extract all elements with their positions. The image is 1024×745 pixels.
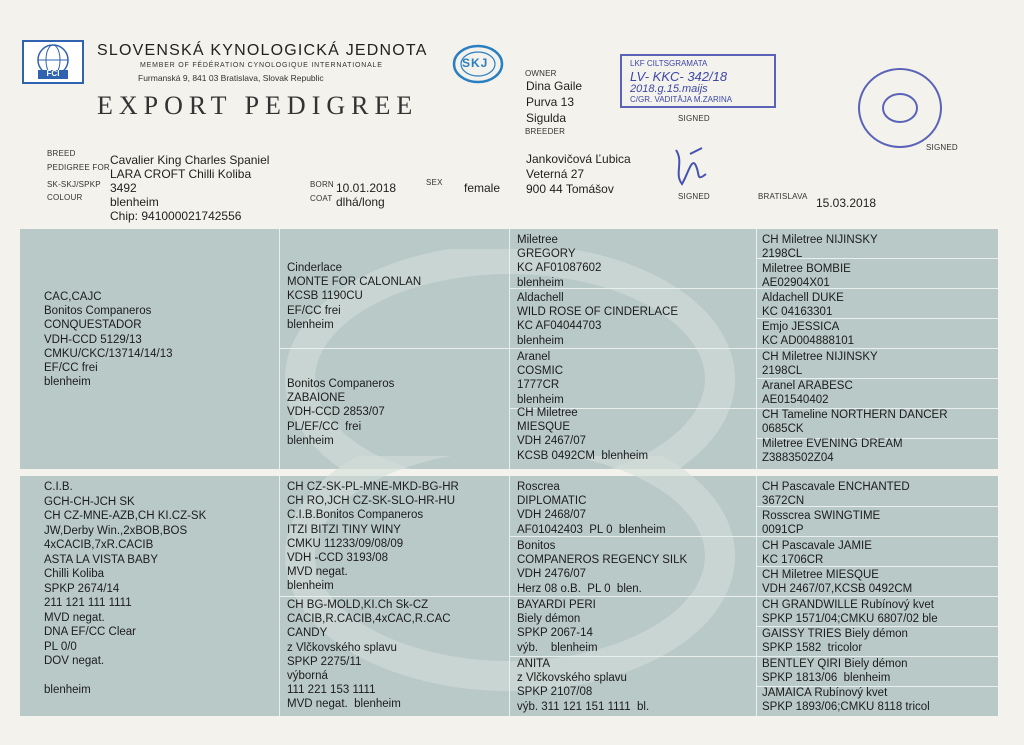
owner-name: Dina Gaile: [526, 79, 583, 93]
sire-parent: CAC,CAJC Bonitos Companeros CONQUESTADOR VDH-CCD 5129/13 CMKU/CKC/13714/14/13 EF/CC frei blenheim: [44, 291, 173, 389]
breed-label: BREED: [47, 149, 76, 158]
breeder-label: BREEDER: [525, 127, 566, 136]
dam-gggp-8: JAMAICA Rubínový kvet SPKP 1893/06;CMKU 8118 tricol: [762, 687, 930, 714]
sire-gggp-5: CH Miletree NIJINSKY 2198CL: [762, 351, 878, 378]
breed-value: Cavalier King Charles Spaniel: [110, 153, 270, 167]
sire-ggp-2: Aldachell WILD ROSE OF CINDERLACE KC AF04044703 blenheim: [517, 292, 679, 347]
grid-line: [756, 229, 757, 469]
stamp-line-2: LV- KKC- 342/18: [630, 69, 728, 84]
pedigree-for-label: PEDIGREE FOR: [47, 163, 110, 172]
grid-line: [279, 229, 280, 469]
dam-ggp-1: Roscrea DIPLOMATIC VDH 2468/07 AF01042403 PL 0 blenheim: [517, 481, 666, 536]
dog-name: LARA CROFT Chilli Koliba: [110, 167, 252, 181]
sire-grandparent-1: Cinderlace MONTE FOR CALONLAN KCSB 1190CU EF/CC frei blenheim: [287, 262, 422, 331]
sire-gggp-4: Emjo JESSICA KC AD004888101: [762, 321, 855, 348]
dam-gggp-5: CH GRANDWILLE Rubínový kvet SPKP 1571/04;CMKU 6807/02 ble: [762, 599, 938, 626]
chip-number: Chip: 941000021742556: [110, 209, 242, 223]
born-label: BORN: [310, 180, 334, 189]
breeder-street: Veterná 27: [526, 167, 585, 181]
dam-ggp-3: BAYARDI PERI Biely démon SPKP 2067-14 výb. blenheim: [517, 599, 598, 654]
document-title: EXPORT PEDIGREE: [97, 91, 419, 120]
stamp-line-1: LKF CILTSGRAMATA: [630, 59, 708, 68]
grid-line: [509, 229, 510, 469]
sire-gggp-2: Miletree BOMBIE AE02904X01: [762, 263, 851, 290]
sire-ggp-3: Aranel COSMIC 1777CR blenheim: [517, 351, 564, 406]
registration-label: SK-SKJ/SPKP: [47, 180, 101, 189]
owner-street: Purva 13: [526, 95, 575, 109]
dam-grandparent-1: CH CZ-SK-PL-MNE-MKD-BG-HR CH RO,JCH CZ-SK-SLO-HR-HU C.I.B.Bonitos Companeros ITZI BITZI TINY WINY CMKU 11233/09/08/09 VDH -CCD 3193/08 MVD negat. blenheim: [287, 481, 459, 593]
skj-logo-text: SKJ: [462, 56, 489, 70]
sex-value: female: [464, 181, 501, 195]
dam-gggp-7: BENTLEY QIRI Biely démon SPKP 1813/06 blenheim: [762, 658, 908, 685]
sire-grandparent-2: Bonitos Companeros ZABAIONE VDH-CCD 2853/07 PL/EF/CC frei blenheim: [287, 378, 395, 447]
dam-gggp-6: GAISSY TRIES Biely démon SPKP 1582 tricolor: [762, 628, 908, 655]
dam-gggp-3: CH Pascavale JAMIE KC 1706CR: [762, 540, 872, 567]
dam-gggp-2: Rosscrea SWINGTIME 0091CP: [762, 510, 881, 537]
born-date: 10.01.2018: [336, 181, 397, 195]
coat-label: COAT: [310, 194, 333, 203]
signed-label-breeder: SIGNED: [678, 192, 710, 201]
sire-gggp-1: CH Miletree NIJINSKY 2198CL: [762, 234, 878, 261]
dam-gggp-4: CH Miletree MIESQUE VDH 2467/07,KCSB 0492CM: [762, 569, 913, 596]
registration-value: 3492: [110, 181, 137, 195]
fci-logo-text: FCI: [46, 69, 60, 78]
org-name: SLOVENSKÁ KYNOLOGICKÁ JEDNOTA: [97, 42, 428, 59]
colour-value: blenheim: [110, 195, 159, 209]
breeder-city: 900 44 Tomášov: [526, 182, 614, 196]
coat-value: dlhá/long: [336, 195, 385, 209]
org-member: MEMBER OF FÉDÉRATION CYNOLOGIQUE INTERNATIONALE: [140, 62, 383, 69]
seal-emblem-icon: [880, 90, 920, 126]
dam-ggp-4: ANITA z Vlčkovského splavu SPKP 2107/08 výb. 311 121 151 1111 bl.: [517, 658, 650, 713]
sire-ggp-4: CH Miletree MIESQUE VDH 2467/07 KCSB 0492CM blenheim: [517, 407, 649, 462]
stamp-line-4: C/GR. VADITĀJA M.ZARINA: [630, 95, 733, 104]
breeder-name: Jankovičová Ľubica: [526, 152, 631, 166]
sire-ggp-1: Miletree GREGORY KC AF01087602 blenheim: [517, 234, 602, 289]
grid-line: [279, 348, 998, 349]
handwritten-signature: [666, 144, 714, 190]
sire-gggp-3: Aldachell DUKE KC 04163301: [762, 292, 844, 319]
signed-label-owner: SIGNED: [678, 114, 710, 123]
owner-city: Sigulda: [526, 111, 567, 125]
dam-gggp-1: CH Pascavale ENCHANTED 3672CN: [762, 481, 910, 508]
round-seal-stamp: [858, 68, 942, 148]
registration-stamp: [620, 54, 776, 108]
dam-parent: C.I.B. GCH-CH-JCH SK CH CZ-MNE-AZB,CH KI.CZ-SK JW,Derby Win.,2xBOB,BOS 4xCACIB,7xR.CACIB ASTA LA VISTA BABY Chilli Koliba SPKP 2674/14 211 121 111 1111 MVD negat. DNA EF/CC Clear PL 0/0 DOV negat. blenheim: [44, 481, 207, 696]
sire-gggp-7: CH Tameline NORTHERN DANCER 0685CK: [762, 409, 948, 436]
org-address: Furmanská 9, 841 03 Bratislava, Slovak Republic: [138, 73, 324, 83]
owner-label: OWNER: [525, 69, 557, 78]
sire-gggp-6: Aranel ARABESC AE01540402: [762, 380, 853, 407]
sex-label: SEX: [426, 178, 443, 187]
dam-grandparent-2: CH BG-MOLD,KI.Ch Sk-CZ CACIB,R.CACIB,4xCAC,R.CAC CANDY z Vlčkovského splavu SPKP 2275/11 výborná 111 221 153 1111 MVD negat. blenheim: [287, 599, 451, 711]
issue-date: 15.03.2018: [816, 196, 877, 210]
signed-label-seal: SIGNED: [926, 143, 958, 152]
dam-ggp-2: Bonitos COMPANEROS REGENCY SILK VDH 2476/07 Herz 08 o.B. PL 0 blen.: [517, 540, 688, 595]
place-label: BRATISLAVA: [758, 192, 808, 201]
sire-gggp-8: Miletree EVENING DREAM Z3883502Z04: [762, 438, 903, 465]
stamp-line-3: 2018.g.15.maijs: [630, 83, 708, 95]
colour-label: COLOUR: [47, 193, 83, 202]
